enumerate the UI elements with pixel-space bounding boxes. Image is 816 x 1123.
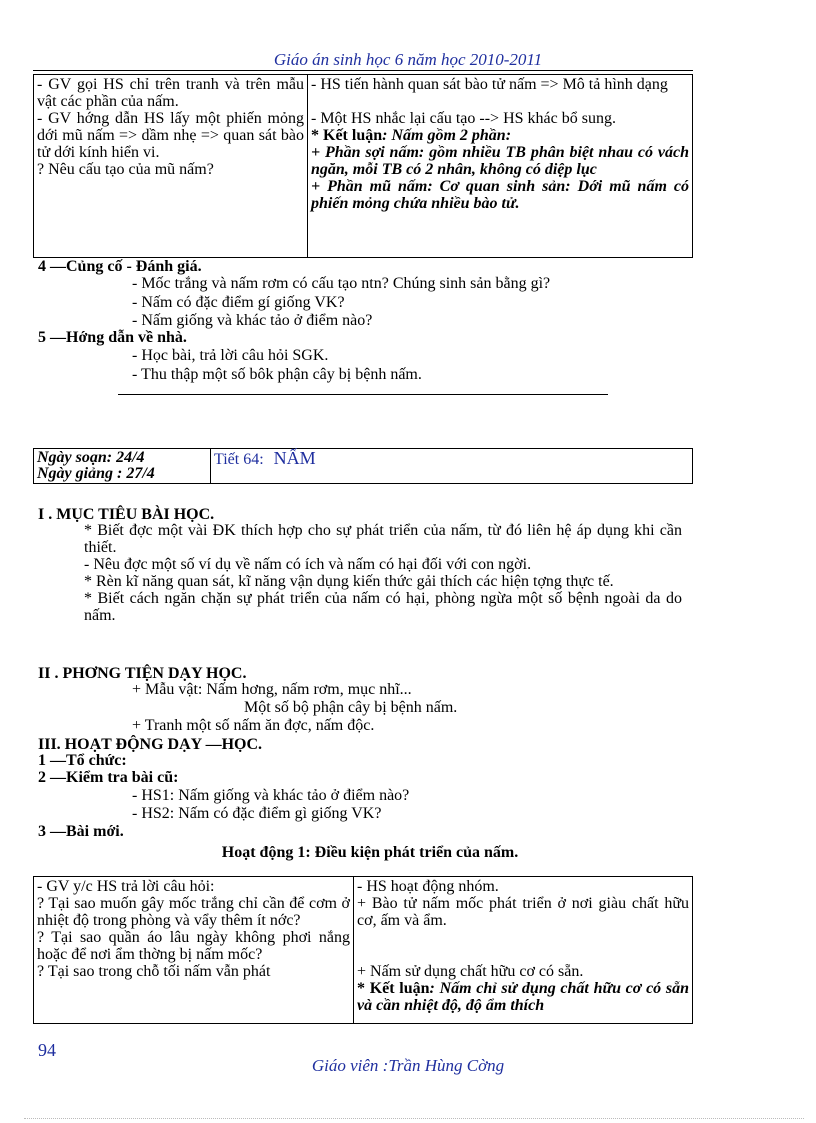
section-II-line-1: + Mẫu vật: Nấm hơng, nấm rơm, mục nhĩ...	[132, 681, 412, 698]
section-I-para-2: - Nêu đợc một số ví dụ về nấm có ích và nấm có hại đối với con ngời.	[84, 556, 532, 573]
table1-left-p1: - GV gọi HS chỉ trên tranh và trên mẫu vật các phần của nấm.	[37, 76, 304, 110]
table2-left-p4: ? Tại sao trong chỗ tối nấm vẫn phát	[37, 963, 271, 980]
section-I-para-4: * Biết cách ngăn chặn sự phát triển của nấm có hại, phòng ngừa một số bệnh ngoài da do nấm.	[84, 590, 682, 624]
table2-right-r2: + Bào tử nấm mốc phát triển ở nơi giàu chất hữu cơ, ấm và ẩm.	[357, 895, 689, 929]
activity-table-2	[33, 876, 693, 1024]
lesson-dates-cell	[34, 449, 211, 484]
section-divider	[118, 394, 608, 395]
lesson-title: NẤM	[273, 448, 316, 468]
section-II-line-2: Một số bộ phận cây bị bệnh nấm.	[244, 699, 458, 716]
section5-item-2: - Thu thập một số bôk phận cây bị bệnh nấm.	[132, 366, 422, 383]
table1-left-p3: ? Nêu cấu tạo của mũ nấm?	[37, 161, 214, 178]
activity-table-1	[33, 74, 693, 258]
table1-right-r1: - HS tiến hành quan sát bào tử nấm => Mô tả hình dạng	[311, 76, 668, 93]
table1-right-cell	[308, 75, 693, 258]
table1-right-r2: - Một HS nhắc lại cấu tạo --> HS khác bổ sung.	[311, 110, 616, 127]
page-number: 94	[38, 1040, 56, 1060]
section5-heading: 5 —Hớng dẫn về nhà.	[38, 329, 187, 346]
lesson-title-cell	[211, 449, 693, 484]
section-III-s3: 3 —Bài mới.	[38, 823, 124, 840]
table2-left-p2: ? Tại sao muốn gây mốc trắng chỉ cần để cơm ở nhiệt độ trong phòng và vẩy thêm ít nớc?	[37, 895, 350, 929]
section-I-body	[84, 522, 682, 624]
section-I-para-1: * Biết đợc một vài ĐK thích hợp cho sự phát triển của nấm, từ đó liên hệ áp dụng khi cần thiết.	[84, 522, 682, 556]
section-III-hs1: - HS1: Nấm giống và khác tảo ở điểm nào?	[132, 787, 410, 804]
section4-item-3: - Nấm giống và khác tảo ở điểm nào?	[132, 312, 373, 329]
section-I-para-3: * Rèn kĩ năng quan sát, kĩ năng vận dụng kiến thức gải thích các hiện tợng thực tế.	[84, 573, 614, 590]
table2-conclusion: * Kết luận: Nấm chỉ sử dụng chất hữu cơ có sẵn và cần nhiệt độ, độ ẩm thích	[357, 980, 689, 1014]
section4-heading: 4 —Củng cố - Đánh giá.	[38, 258, 202, 275]
table1-part2: + Phần mũ nấm: Cơ quan sinh sản: Dới mũ nấm có phiến mỏng chứa nhiều bào tử.	[311, 178, 689, 212]
section5-item-1: - Học bài, trả lời câu hỏi SGK.	[132, 347, 329, 364]
section-III-s2: 2 —Kiểm tra bài cũ:	[38, 769, 179, 786]
table1-part1: + Phần sợi nấm: gồm nhiều TB phân biệt nhau có vách ngăn, mỗi TB có 2 nhân, không có diệp lục	[311, 144, 689, 178]
footer-teacher: Giáo viên :Trần Hùng Cờng	[311, 1056, 505, 1075]
table1-conclusion: * Kết luận: Nấm gồm 2 phần:	[311, 127, 512, 144]
table2-left-p3: ? Tại sao quần áo lâu ngày không phơi nắng hoặc để nơi ẩm thờng bị nấm mốc?	[37, 929, 350, 963]
page-bottom-dots	[24, 1118, 804, 1119]
lesson-header-box	[33, 448, 693, 484]
section-III-hs2: - HS2: Nấm có đặc điểm gì giống VK?	[132, 805, 382, 822]
section-I-heading: I . MỤC TIÊU BÀI HỌC.	[38, 506, 215, 523]
page-header-title: Giáo án sinh học 6 năm học 2010-2011	[273, 50, 543, 69]
table2-right-r1: - HS hoạt động nhóm.	[357, 878, 499, 895]
table2-left-p1: - GV y/c HS trả lời câu hỏi:	[37, 878, 215, 895]
ngay-giang: Ngày giảng : 27/4	[37, 465, 155, 482]
table2-left-cell	[34, 877, 354, 1024]
table1-left-p2: - GV hớng dẫn HS lấy một phiến mỏng dới mũ nấm => dầm nhẹ => quan sát bào tử dới kính hiển vi.	[37, 110, 304, 161]
table2-right-cell	[354, 877, 693, 1024]
section4-item-2: - Nấm có đặc điểm gí giống VK?	[132, 294, 345, 311]
table1-left-cell	[34, 75, 308, 258]
header-rule	[33, 70, 693, 71]
section-II-line-3: + Tranh một số nấm ăn đợc, nấm độc.	[132, 717, 375, 734]
section-III-s1: 1 —Tổ chức:	[38, 752, 127, 769]
table2-right-r3: + Nấm sử dụng chất hữu cơ có sẵn.	[357, 963, 584, 980]
section4-item-1: - Mốc trắng và nấm rơm có cấu tạo ntn? Chúng sinh sản bằng gì?	[132, 275, 551, 292]
lesson-tiet: Tiết 64:	[214, 451, 264, 468]
activity-1-title: Hoạt động 1: Điều kiện phát triển của nấm.	[221, 844, 519, 861]
section-III-heading: III. HOẠT ĐỘNG DẠY —HỌC.	[38, 736, 263, 753]
section-II-heading: II . PHƠNG TIỆN DẠY HỌC.	[38, 665, 247, 682]
ngay-soan: Ngày soạn: 24/4	[37, 449, 145, 466]
